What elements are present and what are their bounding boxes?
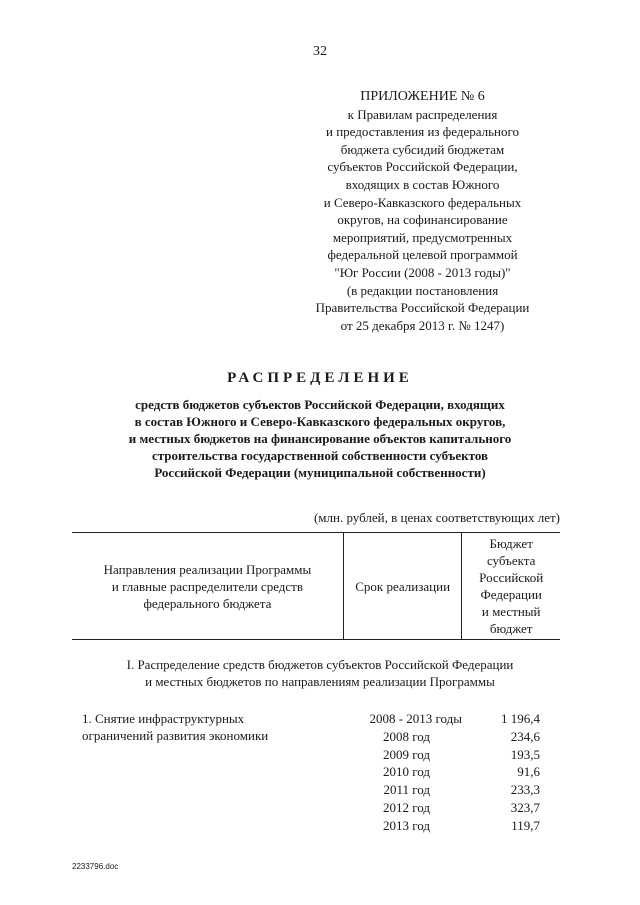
appendix-title: ПРИЛОЖЕНИЕ № 6 [360, 89, 485, 104]
subtitle-line: в состав Южного и Северо-Кавказского федеральных округов, [134, 414, 506, 429]
period-cell: 2013 год [383, 817, 430, 833]
header-budget-line: бюджет [489, 621, 533, 636]
period-cell: 2011 год [383, 782, 430, 798]
value-cell: 1 196,4 [501, 711, 540, 726]
period-cell: 2008 год [383, 728, 430, 744]
appendix-line: и предоставления из федерального [326, 124, 519, 140]
appendix-block [300, 88, 545, 334]
page-number: 32 [313, 44, 327, 59]
appendix-line: входящих в состав Южного [345, 176, 500, 192]
row-label-line: ограничений развития экономики [82, 728, 269, 743]
appendix-line: от 25 декабря 2013 г. № 1247) [340, 317, 505, 333]
header-direction [72, 533, 344, 639]
section-title-line: и местных бюджетов по направлениям реализации Программы [145, 674, 495, 689]
header-direction-line: федерального бюджета [143, 595, 272, 611]
subtitle-line: Российской Федерации (муниципальной собственности) [154, 465, 486, 480]
appendix-line: бюджета субсидий бюджетам [340, 141, 505, 157]
header-budget-line: Бюджет [489, 536, 533, 551]
period-column [340, 710, 490, 835]
appendix-line: мероприятий, предусмотренных [332, 229, 513, 245]
subtitle-line: средств бюджетов субъектов Российской Федерации, входящих [135, 397, 505, 412]
header-budget-line: Федерации [480, 587, 542, 602]
value-cell: 323,7 [510, 799, 540, 815]
value-cell: 234,6 [510, 728, 540, 744]
units-note: (млн. рублей, в ценах соответствующих лет) [313, 510, 560, 525]
appendix-line: (в редакции постановления [346, 282, 499, 298]
section-title-line: I. Распределение средств бюджетов субъектов Российской Федерации [126, 657, 514, 672]
period-cell: 2010 год [383, 764, 430, 780]
appendix-line: федеральной целевой программой [327, 247, 518, 263]
header-budget-line: субъекта [486, 553, 536, 568]
period-cell: 2012 год [383, 799, 430, 815]
period-cell: 2008 - 2013 годы [369, 711, 462, 726]
subtitle-line: строительства государственной собственности субъектов [151, 448, 489, 463]
footer-filename: 2233796.doc [72, 862, 119, 871]
appendix-line: к Правилам распределения [347, 106, 498, 122]
header-budget [462, 533, 560, 639]
document-subtitle [90, 396, 550, 481]
header-budget-line: и местный [481, 604, 541, 619]
header-budget-line: Российской [479, 570, 544, 585]
header-direction-line: и главные распределители средств [111, 578, 304, 594]
value-cell: 233,3 [510, 782, 540, 798]
appendix-line: Правительства Российской Федерации [315, 300, 530, 316]
appendix-line: и Северо-Кавказского федеральных [323, 194, 522, 210]
value-cell: 193,5 [510, 746, 540, 762]
subtitle-line: и местных бюджетов на финансирование объектов капитального [128, 431, 512, 446]
value-cell: 91,6 [517, 764, 540, 780]
value-cell: 119,7 [511, 817, 540, 833]
appendix-line: "Юг России (2008 - 2013 годы)" [334, 264, 511, 280]
period-cell: 2009 год [383, 746, 430, 762]
header-direction-line: Направления реализации Программы [103, 561, 312, 577]
header-term-label: Срок реализации [355, 578, 451, 594]
row-label [82, 710, 332, 744]
section-title [90, 656, 550, 690]
value-column [476, 710, 540, 835]
row-label-line: 1. Снятие инфраструктурных [82, 711, 245, 726]
document-heading: РАСПРЕДЕЛЕНИЕ [227, 370, 413, 386]
appendix-line: субъектов Российской Федерации, [327, 159, 518, 175]
table-header [72, 532, 560, 640]
header-term [344, 533, 463, 639]
appendix-line: округов, на софинансирование [337, 212, 508, 228]
